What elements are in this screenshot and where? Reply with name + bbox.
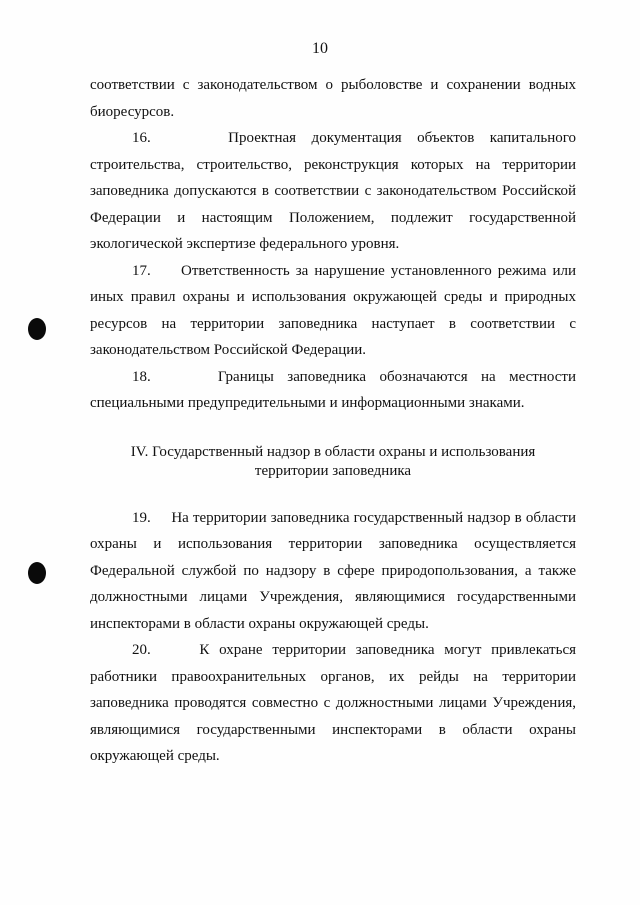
section-heading-line-2: территории заповедника (254, 462, 412, 479)
paragraph-text: Границы заповедника обозначаются на местности специальными предупредительными и информационными знаками. (90, 368, 577, 411)
paragraph-17 (90, 258, 576, 364)
paragraph-text: Ответственность за нарушение установленного режима или иных правил охраны и использования окружающей среды и природных ресурсов на территории заповедника наступает в соответствии с законодательством Российской Федерации. (90, 262, 576, 358)
paragraph-18 (90, 364, 576, 417)
paragraph-text: К охране территории заповедника могут привлекаться работники правоохранительных органов, их рейды на территории заповедника проводятся совместно с должностными лицами Учреждения, являющимися государственными инспекторами в области охраны окружающей среды. (90, 642, 576, 764)
paragraph-text: соответствии с законодательством о рыболовстве и сохранении водных биоресурсов. (90, 77, 576, 120)
page-number: 10 (312, 40, 328, 57)
document-body (90, 72, 576, 770)
paragraph-20 (90, 637, 576, 770)
section-heading (90, 443, 576, 481)
paragraph-number: 16. (132, 130, 151, 146)
paragraph-text: На территории заповедника государственный надзор в области охраны и использования территории заповедника осуществляется Федеральной службой по надзору в сфере природопользования, а также должностными лицами Учреждения, являющимися государственными инспекторами в области охраны окружающей среды. (90, 509, 577, 632)
paragraph-16 (90, 125, 576, 258)
paragraph-text: Проектная документация объектов капитального строительства, строительство, реконструкция которых на территории заповедника допускаются в соответствии с законодательством Российской Федерации и настоящим Положением, подлежит государственной экологической экспертизе федерального уровня. (90, 130, 576, 252)
paragraph-19 (90, 505, 576, 638)
paragraph-number: 19. (132, 509, 151, 526)
punch-hole-mark (28, 318, 46, 340)
paragraph-continuation (90, 72, 576, 125)
section-heading-line-1: IV. Государственный надзор в области охраны и использования (130, 443, 536, 460)
punch-hole-mark (28, 562, 46, 584)
paragraph-number: 18. (132, 368, 151, 385)
paragraph-number: 20. (132, 642, 151, 658)
paragraph-number: 17. (132, 262, 151, 279)
